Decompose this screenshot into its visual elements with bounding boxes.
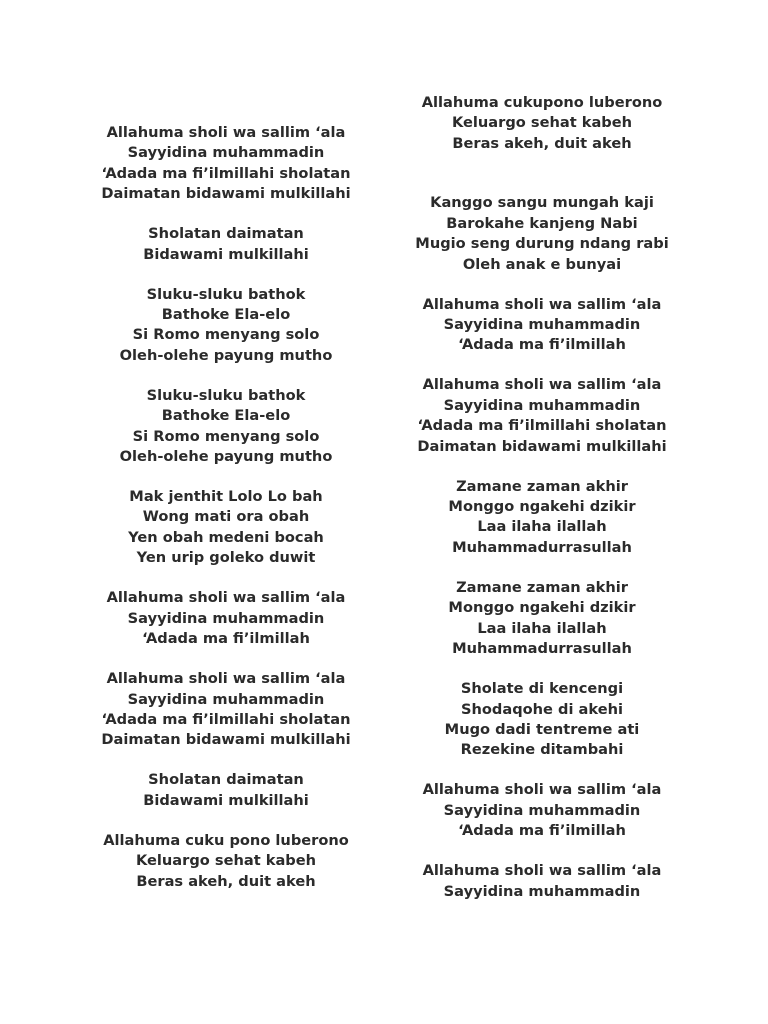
lyric-line: Allahuma sholi wa sallim ‘ala — [106, 670, 346, 688]
lyric-line: Sayyidina muhammadin — [127, 690, 325, 708]
stanza — [384, 780, 700, 841]
lyric-line: Allahuma sholi wa sallim ‘ala — [106, 124, 346, 141]
stanza — [68, 831, 384, 892]
lyric-line: Daimatan bidawami mulkillahi — [101, 731, 351, 749]
lyric-line: Oleh-olehe payung mutho — [119, 448, 333, 466]
stanza — [68, 487, 384, 569]
lyric-line: ‘Adada ma fi’ilmillah — [458, 336, 626, 354]
lyric-line: Keluargo sehat kabeh — [451, 114, 633, 132]
lyric-line: ‘Adada ma fi’ilmillahi sholatan — [101, 710, 351, 728]
lyric-line: Sayyidina muhammadin — [127, 144, 325, 162]
stanza — [68, 224, 384, 265]
lyric-line: Monggo ngakehi dzikir — [448, 599, 636, 617]
lyric-line: Mugo dadi tentreme ati — [444, 720, 640, 738]
lyric-line: Monggo ngakehi dzikir — [448, 498, 636, 516]
lyric-line: Oleh anak e bunyai — [462, 255, 622, 273]
lyric-line: ‘Adada ma fi’ilmillahi sholatan — [417, 417, 667, 435]
lyric-line: Daimatan bidawami mulkillahi — [417, 437, 667, 455]
lyric-line: Bathoke Ela-elo — [161, 407, 291, 425]
lyric-line: Bidawami mulkillahi — [143, 791, 309, 809]
lyric-line: Beras akeh, duit akeh — [136, 872, 316, 890]
lyric-line: Sholate di kencengi — [460, 680, 624, 698]
lyric-line: Zamane zaman akhir — [456, 578, 628, 596]
lyric-line: Barokahe kanjeng Nabi — [446, 214, 638, 232]
lyric-line: Allahuma cukupono luberono — [421, 94, 663, 111]
lyric-line: Allahuma sholi wa sallim ‘ala — [422, 295, 662, 313]
stanza — [384, 295, 700, 356]
lyric-line: Sholatan daimatan — [148, 771, 304, 789]
stanza — [68, 770, 384, 811]
lyric-line: Allahuma sholi wa sallim ‘ala — [422, 862, 662, 880]
lyric-line: Shodaqohe di akehi — [460, 700, 624, 718]
lyric-line: Sayyidina muhammadin — [443, 882, 641, 900]
lyric-line: Keluargo sehat kabeh — [135, 852, 317, 870]
lyric-line: Sayyidina muhammadin — [443, 801, 641, 819]
lyric-line: Zamane zaman akhir — [456, 477, 628, 495]
stanza — [68, 669, 384, 751]
lyric-line: Kanggo sangu mungah kaji — [430, 194, 654, 212]
stanza — [384, 679, 700, 761]
lyric-line: Allahuma sholi wa sallim ‘ala — [422, 781, 662, 799]
stanza — [384, 861, 700, 902]
lyric-line: Sholatan daimatan — [148, 225, 304, 243]
lyric-line: Bathoke Ela-elo — [161, 306, 291, 324]
lyric-line: Sayyidina muhammadin — [443, 396, 641, 414]
lyric-line: Allahuma sholi wa sallim ‘ala — [106, 589, 346, 607]
lyric-line: ‘Adada ma fi’ilmillahi sholatan — [101, 164, 351, 182]
lyric-line: Yen urip goleko duwit — [136, 549, 316, 567]
lyric-line: Mugio seng durung ndang rabi — [415, 235, 669, 253]
lyric-line: ‘Adada ma fi’ilmillah — [458, 822, 626, 840]
lyric-line: Allahuma cuku pono luberono — [103, 831, 349, 849]
lyric-line: Muhammadurrasullah — [452, 538, 632, 556]
lyric-line: Sayyidina muhammadin — [443, 316, 641, 334]
stanza — [68, 123, 384, 205]
stanza — [384, 193, 700, 275]
lyric-line: Mak jenthit Lolo Lo bah — [129, 488, 323, 506]
stanza — [384, 375, 700, 457]
lyric-line: Allahuma sholi wa sallim ‘ala — [422, 376, 662, 394]
lyric-line: Sluku-sluku bathok — [146, 285, 306, 303]
lyric-line: Si Romo menyang solo — [132, 427, 320, 445]
lyric-line: Laa ilaha ilallah — [477, 518, 607, 536]
lyric-line: Muhammadurrasullah — [452, 640, 632, 658]
lyric-line: Laa ilaha ilallah — [477, 619, 607, 637]
stanza — [384, 93, 700, 154]
lyrics-left-column — [68, 123, 384, 892]
lyric-line: Sayyidina muhammadin — [127, 609, 325, 627]
lyric-line: Rezekine ditambahi — [460, 741, 624, 759]
stanza — [384, 477, 700, 559]
lyric-line: Yen obah medeni bocah — [128, 528, 324, 546]
stanza — [68, 285, 384, 367]
lyric-line: Daimatan bidawami mulkillahi — [101, 185, 351, 203]
lyric-line: Sluku-sluku bathok — [146, 386, 306, 404]
lyric-line: Wong mati ora obah — [142, 508, 310, 526]
stanza — [384, 578, 700, 660]
lyric-line: Beras akeh, duit akeh — [452, 134, 632, 152]
lyric-line: Bidawami mulkillahi — [143, 245, 309, 263]
stanza — [68, 386, 384, 468]
stanza — [68, 588, 384, 649]
lyric-line: Oleh-olehe payung mutho — [119, 346, 333, 364]
lyrics-right-column — [384, 93, 700, 902]
lyric-line: ‘Adada ma fi’ilmillah — [142, 630, 310, 648]
lyric-line: Si Romo menyang solo — [132, 326, 320, 344]
